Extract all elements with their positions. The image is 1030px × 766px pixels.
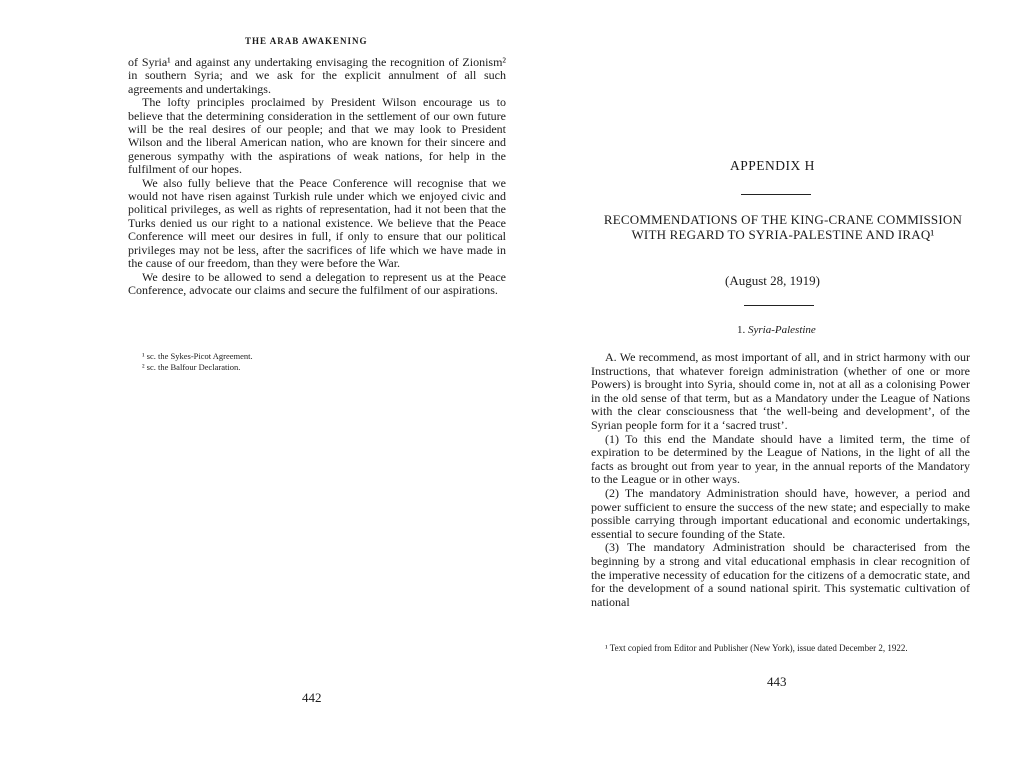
document-title: RECOMMENDATIONS OF THE KING-CRANE COMMISSION WITH REGARD TO SYRIA-PALESTINE AND IRAQ¹ xyxy=(603,212,963,243)
section-heading xyxy=(737,324,816,336)
running-head: THE ARAB AWAKENING xyxy=(245,36,368,46)
section-number: 1. xyxy=(737,324,746,336)
divider-rule xyxy=(744,305,814,306)
divider-rule xyxy=(741,194,811,195)
footnote: ¹ sc. the Sykes-Picot Agreement. xyxy=(142,351,253,361)
appendix-heading: APPENDIX H xyxy=(730,158,815,173)
page-number: 443 xyxy=(767,674,787,689)
left-body-text xyxy=(128,56,506,297)
paragraph: We also fully believe that the Peace Conference will recognise that we would not have risen against Turkish rule under which we enjoyed civic and political privileges, as well as rights of representation, had it not been that the Turks denied us our right to a national existence. We believe that the Peace Conference will meet our desires in full, if only to ensure that our political privileges may not be less, after the sacrifices of life which we have made in the cause of our freedom, than they were before the War. xyxy=(128,175,506,271)
footnotes xyxy=(142,351,253,373)
footnote: ² sc. the Balfour Declaration. xyxy=(142,362,241,372)
section-title: Syria-Palestine xyxy=(748,324,816,336)
paragraph: (1) To this end the Mandate should have a limited term, the time of expiration to be determined by the League of Nations, in the light of all the facts as brought out from year to year, in the annual reports of the Mandatory to the League or in other ways. xyxy=(591,431,970,487)
paragraph: We desire to be allowed to send a delegation to represent us at the Peace Conference, advocate our claims and secure the fulfilment of our aspirations. xyxy=(128,269,506,297)
paragraph: A. We recommend, as most important of all, and in strict harmony with our Instructions, that whatever foreign administration (whether of one or more Powers) is brought into Syria, should come in, not at all as a colonising Power in the old sense of that term, but as a Mandatory under the League of Nations with the clear consciousness that ‘the well-being and development’, of the Syrian people form for it a ‘sacred trust’. xyxy=(591,350,970,432)
paragraph: (2) The mandatory Administration should have, however, a period and power sufficient to ensure the success of the new state; and especially to make possible carrying through important educational and economic undertakings, essential to secure founding of the State. xyxy=(591,485,970,541)
right-body-text xyxy=(591,351,970,609)
document-date: (August 28, 1919) xyxy=(725,273,820,288)
right-page xyxy=(515,0,1030,766)
page-number: 442 xyxy=(302,690,322,705)
footnote: ¹ Text copied from Editor and Publisher (New York), issue dated December 2, 1922. xyxy=(605,643,908,653)
paragraph: (3) The mandatory Administration should be characterised from the beginning by a strong and vital educational emphasis in clear recognition of the imperative necessity of education for the citizens of a democratic state, and for the development of a sound national spirit. This systematic cultivation of national xyxy=(591,540,970,609)
paragraph: of Syria¹ and against any undertaking envisaging the recognition of Zionism² in southern Syria; and we ask for the explicit annulment of all such agreements and undertakings. xyxy=(128,55,506,96)
paragraph: The lofty principles proclaimed by President Wilson encourage us to believe that the determining consideration in the settlement of our own future will be the real desires of our people; and that we may look to President Wilson and the liberal American nation, who are known for their sincere and generous sympathy with the aspirations of weak nations, for help in the fulfilment of our hopes. xyxy=(128,95,506,177)
